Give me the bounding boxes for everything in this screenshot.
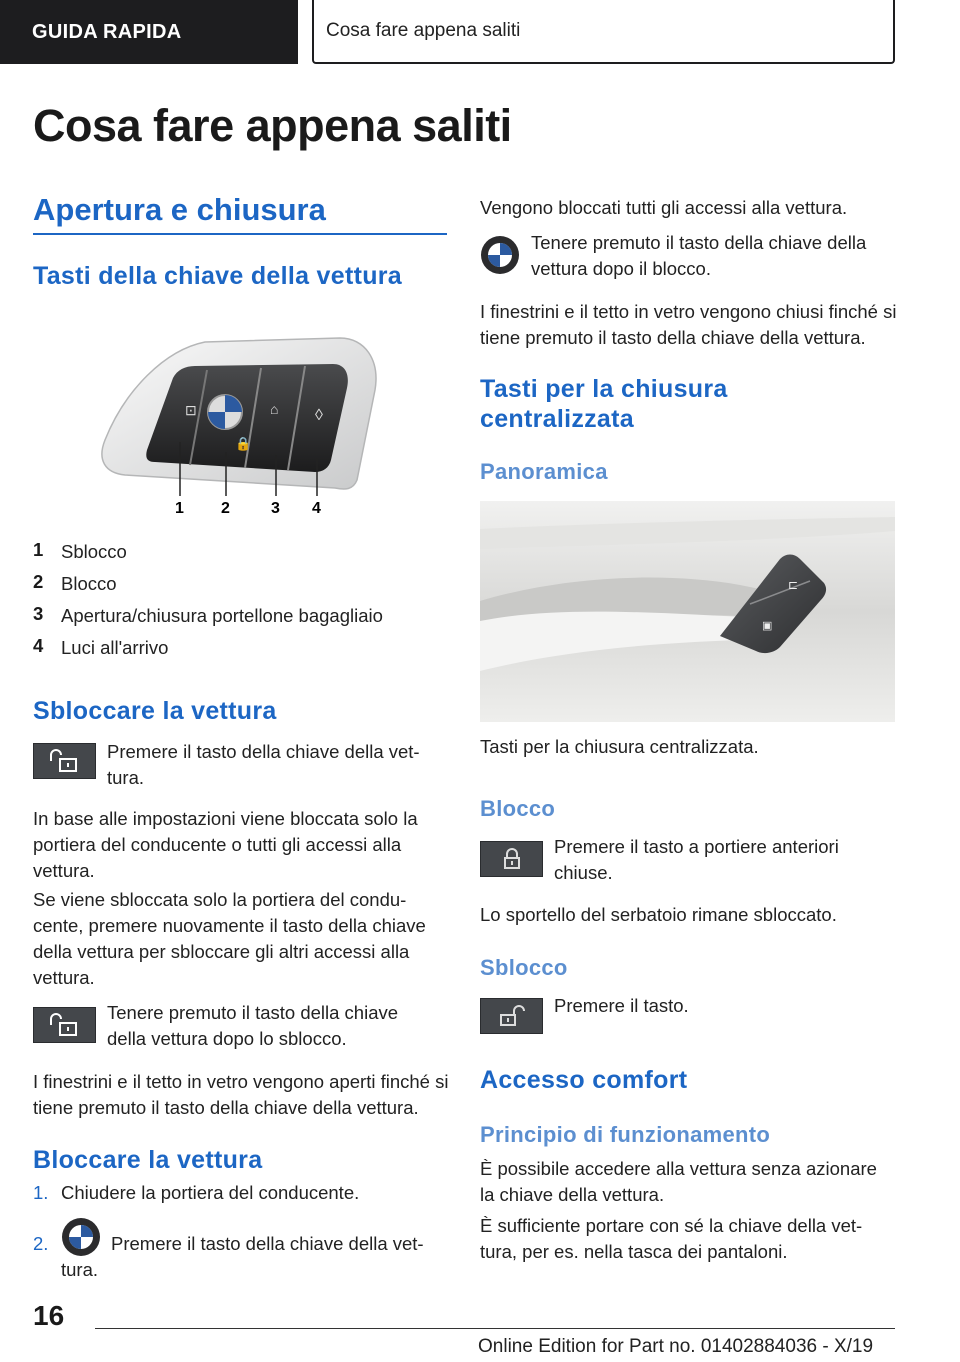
legend-item: 3 Apertura/chiusura portellone bagagliaio	[33, 603, 383, 626]
heading-rule	[33, 233, 447, 235]
tenere-blocco-instruction: Tenere premuto il tasto della chiave della vettura dopo il blocco.	[531, 232, 867, 279]
sbloccare-para-2: Se viene sbloccata solo la portiera del condu-cente, premere nuovamente il tasto della chiave della vettura per sbloccare gli altri accessi alla vettura.	[33, 889, 426, 988]
blocco-instruction: Premere il tasto a portiere anteriori chiuse.	[554, 836, 839, 883]
heading-apertura: Apertura e chiusura	[33, 192, 326, 227]
page-number: 16	[33, 1300, 65, 1331]
bloccare-step: 1. Chiudere la portiera del conducente.	[33, 1182, 360, 1203]
svg-text:◊: ◊	[315, 407, 323, 424]
heading-tasti-chiave: Tasti della chiave della vettura	[33, 262, 403, 290]
heading-panoramica: Panoramica	[480, 459, 608, 484]
bmw-roundel-icon	[61, 1217, 101, 1257]
sbloccare-para-1: In base alle impostazioni viene bloccata solo la portiera del conducente o tutti gli accessi alla vettura.	[33, 808, 418, 881]
heading-accesso-comfort: Accesso comfort	[480, 1066, 688, 1094]
page-title: Cosa fare appena saliti	[33, 100, 512, 151]
svg-text:⌂: ⌂	[270, 401, 279, 417]
heading-principio: Principio di funzionamento	[480, 1122, 771, 1147]
principio-para-1: È possibile accedere alla vettura senza azionare la chiave della vettura.	[480, 1158, 877, 1205]
section-tab: GUIDA RAPIDA	[0, 0, 298, 64]
bloccare-step: 2. Premere il tasto della chiave della vet- tura.	[33, 1217, 448, 1283]
sbloccare-instruction: Premere il tasto della chiave della vet- tura.	[107, 741, 420, 788]
central-locking-photo	[480, 501, 895, 722]
finestrini-aperti-para: I finestrini e il tetto in vetro vengono aperti finché si tiene premuto il tasto della chiave della vettura.	[33, 1071, 449, 1118]
heading-blocco: Blocco	[480, 796, 556, 821]
bmw-roundel-icon	[480, 235, 520, 275]
legend-item: 1 Sblocco	[33, 539, 127, 562]
unlock-button-icon	[480, 998, 543, 1034]
callout-1: 1	[175, 500, 184, 517]
callout-2: 2	[221, 500, 230, 517]
heading-sblocco: Sblocco	[480, 955, 568, 980]
svg-text:⊡: ⊡	[185, 402, 197, 418]
legend-item: 2 Blocco	[33, 571, 117, 594]
key-legend	[33, 539, 383, 667]
unlock-key-icon	[33, 743, 96, 779]
bloccati-intro: Vengono bloccati tutti gli accessi alla vettura.	[480, 197, 848, 218]
footer-rule	[95, 1328, 895, 1329]
chapter-tab	[312, 0, 895, 64]
key-fob-illustration	[95, 330, 385, 520]
sblocco-instruction: Premere il tasto.	[554, 995, 689, 1016]
lock-button-icon	[480, 841, 543, 877]
tenere-sblocco-instruction: Tenere premuto il tasto della chiave della vettura dopo lo sblocco.	[107, 1002, 399, 1049]
photo-caption: Tasti per la chiusura centralizzata.	[480, 736, 759, 757]
chapter-label: Cosa fare appena saliti	[326, 20, 521, 41]
svg-text:▣: ▣	[762, 620, 773, 632]
blocco-para: Lo sportello del serbatoio rimane sbloccato.	[480, 904, 837, 925]
principio-para-2: È sufficiente portare con sé la chiave della vet-tura, per es. nella tasca dei pantaloni.	[480, 1215, 863, 1262]
callout-4: 4	[312, 500, 321, 517]
heading-tasti-chiusura-centralizzata: Tasti per la chiusura centralizzata	[480, 375, 728, 433]
callout-3: 3	[271, 500, 280, 517]
legend-item: 4 Luci all'arrivo	[33, 635, 169, 658]
svg-text:🔒: 🔒	[235, 436, 252, 451]
footer-edition: Online Edition for Part no. 01402884036 - X/19	[478, 1336, 874, 1357]
unlock-key-icon	[33, 1007, 96, 1043]
heading-sbloccare: Sbloccare la vettura	[33, 697, 277, 725]
finestrini-chiusi-para: I finestrini e il tetto in vetro vengono chiusi finché si tiene premuto il tasto della chiave della vettura.	[480, 301, 897, 348]
svg-text:⊏: ⊏	[788, 578, 799, 592]
heading-bloccare: Bloccare la vettura	[33, 1146, 263, 1174]
